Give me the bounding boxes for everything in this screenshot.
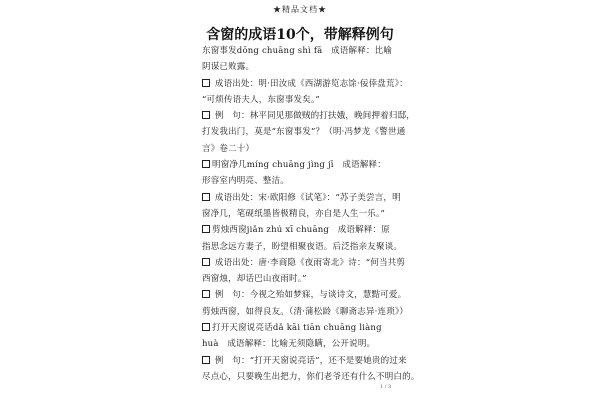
checkbox-square-icon <box>202 111 210 119</box>
text-line <box>202 369 420 385</box>
line-text: 例 句：今视之殆如梦寐，与谈诗文，慧黠可爱。 <box>212 290 407 301</box>
page-number: 1 / 3 <box>380 384 392 390</box>
line-text: “可烦传语夫人，东窗事发矣。” <box>202 94 320 105</box>
text-line <box>202 141 400 157</box>
checkbox-square-icon <box>202 290 210 298</box>
line-text: 成语出处：唐·李商隐《夜雨寄北》诗：“何当共剪 <box>212 257 406 268</box>
text-line <box>202 287 407 303</box>
text-line <box>202 239 403 255</box>
line-text: 例 句：“打开天窗说亮话”，还不是要她贵的过来 <box>212 355 407 366</box>
line-text: 例 句：林平同见那做贼的打扶娥，晚间押着归邸， <box>212 111 416 122</box>
line-text: 尽点心，只要晚生出把力，你们老爷还有什么不明白的。 <box>202 371 420 382</box>
checkbox-square-icon <box>202 323 210 331</box>
text-line <box>202 222 400 238</box>
text-line <box>202 43 400 59</box>
page-header: ★精品文档★ <box>273 5 327 14</box>
text-line <box>202 157 400 173</box>
line-text: 东窗事发dōng chuāng shì fā 成语解释：比喻 <box>202 46 393 56</box>
document-body <box>202 43 420 385</box>
text-line <box>202 124 406 140</box>
line-text: 指思念远方妻子，盼望相聚夜语。后泛指亲友聚谈。 <box>202 241 403 252</box>
line-text: 窗净几，笔砚纸墨皆极精良，亦自是人生一乐。” <box>202 208 385 219</box>
text-line <box>202 206 400 222</box>
text-line <box>202 108 416 124</box>
line-text: 阴谋已败露。 <box>202 62 255 73</box>
line-text: 言》卷二十） <box>202 143 255 154</box>
text-line <box>202 336 400 352</box>
text-line <box>202 353 407 369</box>
line-text: 明窗净几míng chuāng jìng jī 成语解释： <box>212 160 386 171</box>
text-line <box>202 76 408 92</box>
text-line <box>202 271 400 287</box>
line-text: 形容室内明亮、整洁。 <box>202 176 290 187</box>
line-text: huà 成语解释：比喻无须隐瞒，公开说明。 <box>202 339 376 350</box>
line-text: 打开天窗说亮话dǎ kāi tiān chuāng liàng <box>212 323 382 334</box>
text-line <box>202 59 400 75</box>
line-text: 剪烛西窗，如得良友。（清·蒲松龄《聊斋志异·连琐》） <box>202 306 409 317</box>
line-text: 成语出处：明·田汝成《西湖游览志馀·佞倖盘荒》： <box>212 78 408 89</box>
checkbox-square-icon <box>202 160 210 168</box>
checkbox-square-icon <box>202 193 210 201</box>
text-line <box>202 173 400 189</box>
checkbox-square-icon <box>202 79 210 87</box>
text-line <box>202 255 406 271</box>
text-line <box>202 304 409 320</box>
checkbox-square-icon <box>202 225 210 233</box>
line-text: 成语出处：宋·欧阳修《试笔》：“苏子美尝言，明 <box>212 192 401 203</box>
line-text: 剪烛西窗jiǎn zhú xī chuāng 成语解释：原 <box>212 225 390 236</box>
text-line <box>202 190 400 206</box>
line-text: 打发我出门，莫是“东窗事发”？（明·冯梦龙《警世通 <box>202 127 406 138</box>
text-line <box>202 320 400 336</box>
checkbox-square-icon <box>202 258 210 266</box>
checkbox-square-icon <box>202 356 210 364</box>
line-text: 西窗烛，却话巴山夜雨时。” <box>202 274 307 285</box>
text-line <box>202 92 400 108</box>
page-title: 含窗的成语10个，带解释例句 <box>206 27 394 43</box>
